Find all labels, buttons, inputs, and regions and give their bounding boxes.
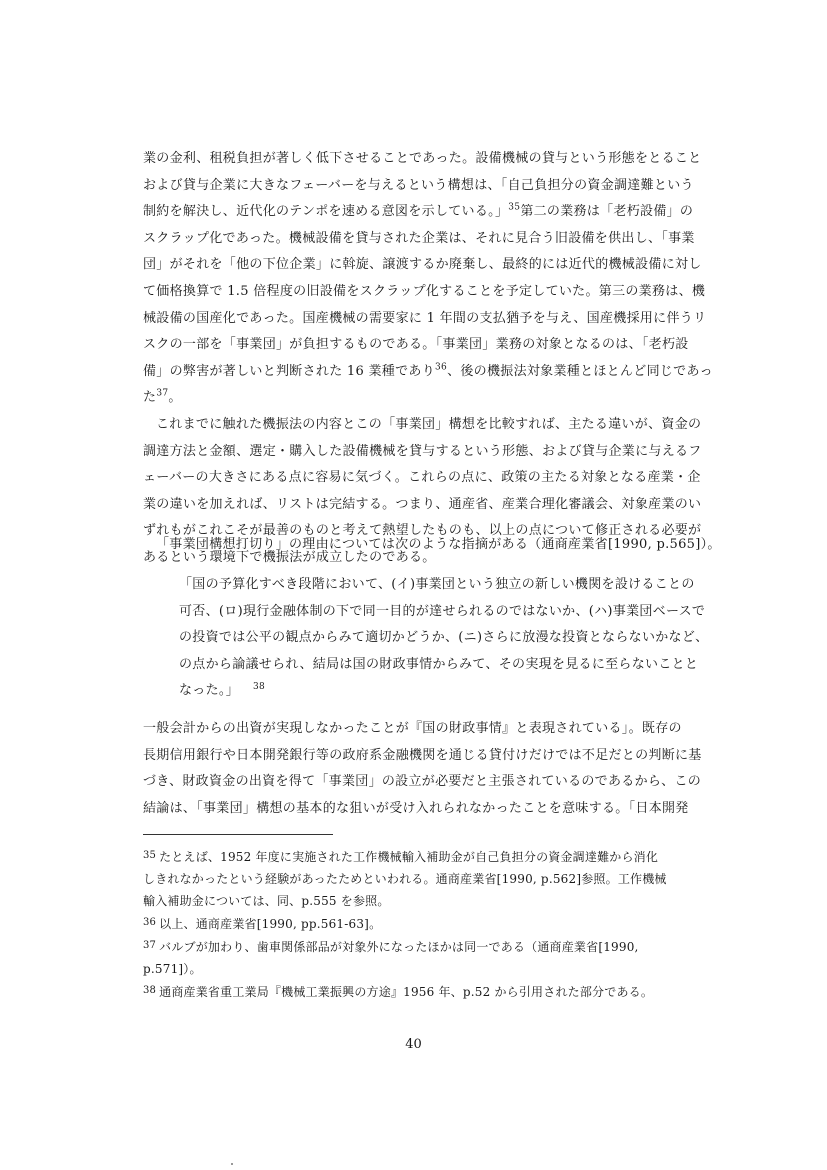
quote-line: の点から論議せられ、結局は国の財政事情からみて、その実現を見るに至らないことと	[179, 656, 699, 672]
footnote	[143, 935, 703, 980]
text-line: 械設備の国産化であった。国産機械の需要家に 1 年間の支払猶予を与え、国産機採用に伴うリ	[143, 310, 707, 326]
text-line	[143, 359, 713, 386]
footnote-line: しきれなかったという経験があったためといわれる。通商産業省[1990, p.562]参照。工作機械	[143, 872, 667, 886]
footnote-line: 輸入補助金については、同、p.555 を参照。	[143, 894, 390, 908]
footnote-ref: 36	[435, 362, 448, 373]
text-line: これまでに触れた機振法の内容とこの「事業団」構想を比較すれば、主たる違いが、資金の	[156, 417, 702, 432]
text-segment: バルブが加わり、歯車関係部品が対象外になったほかは同一である（通商産業省[1990,	[159, 940, 639, 954]
page-number: 40	[405, 1037, 422, 1052]
quote-line: 「国の予算化すべき段階において、(イ)事業団という独立の新しい機関を設けることの	[179, 577, 695, 592]
footnote	[143, 980, 703, 1003]
quote-line: 可否、(ロ)現行金融体制の下で同一目的が達せられるのではないか、(ハ)事業団ベースで	[179, 603, 706, 619]
text-line: 長期信用銀行や日本開発銀行等の政府系金融機関を通じる貸付けだけでは不足だとの判断に基	[143, 747, 702, 763]
text-line: 「事業団構想打切り」の理由については次のような指摘がある（通商産業省[1990, p.565]）。	[156, 537, 721, 552]
footnote-number: 37	[143, 940, 157, 951]
footnote-divider	[143, 834, 333, 835]
text-line	[143, 199, 703, 226]
footnote-line	[143, 912, 703, 935]
text-segment: なった。」	[179, 683, 240, 699]
text-line: 団」がそれを「他の下位企業」に斡旋、譲渡するか廃棄し、最終的には近代的機械設備に対し	[143, 257, 702, 273]
text-line: および貸与企業に大きなフェーバーを与えるという構想は、「自己負担分の資金調達難という	[143, 177, 694, 193]
body-paragraph-4	[143, 716, 703, 822]
text-segment: たとえば、1952 年度に実施された工作機械輸入補助金が自己負担分の資金調達難から消化	[159, 850, 659, 864]
text-line: 調達方法と金額、選定・購入した設備機械を貸与するという形態、および貸与企業に与えるフ	[143, 443, 702, 459]
footnote-ref: 37	[156, 389, 169, 400]
text-line: て価格換算で 1.5 倍程度の旧設備をスクラップ化することを予定していた。第三の業務は、機	[143, 283, 706, 299]
text-segment: 備」の弊害が著しいと判断された 16 業種であり	[143, 363, 436, 379]
text-line: あるという環境下で機振法が成立したのである。	[143, 549, 436, 565]
footnote-ref: 38	[253, 682, 266, 693]
body-paragraph-1	[143, 146, 713, 412]
text-line: づき、財政資金の出資を得て「事業団」の設立が必要だと主張されているのであるから、この	[143, 774, 702, 790]
quote-line	[179, 678, 704, 705]
block-quote	[179, 572, 709, 705]
footnote	[143, 845, 703, 912]
text-line: スクラップ化であった。機械設備を貸与された企業は、それに見合う旧設備を供出し、「事業	[143, 230, 695, 246]
scan-speck	[231, 1163, 233, 1165]
text-segment: 通商産業省重工業局『機械工業振興の方途』1956 年、p.52 から引用された部分である。	[159, 985, 654, 999]
body-paragraph-3	[143, 532, 721, 559]
footnote-number: 38	[143, 985, 157, 996]
text-segment: 以上、通商産業省[1990, pp.561-63]。	[159, 917, 382, 931]
text-line: 一般会計からの出資が実現しなかったことが『国の財政事情』と表現されている」。既存の	[143, 721, 682, 736]
footnote-number: 35	[143, 850, 157, 861]
text-line: 業の金利、租税負担が著しく低下させることであった。設備機械の貸与という形態をとること	[143, 151, 702, 166]
footnote-line	[143, 980, 703, 1003]
text-line: 業の違いを加えれば、リストは完結する。つまり、通産省、産業合理化審議会、対象産業のい	[143, 496, 702, 512]
footnote-ref: 35	[508, 202, 521, 213]
footnote-line: p.571]）。	[143, 962, 202, 976]
text-line: スクの一部を「事業団」が負担するものである。「事業団」業務の対象となるのは、「老朽設	[143, 337, 689, 353]
footnote-number: 36	[143, 917, 157, 928]
text-line: ェーバーの大きさにある点に容易に気づく。これらの点に、政策の主たる対象となる産業・企	[143, 470, 701, 486]
footnote-line	[143, 935, 703, 958]
text-line: 結論は、「事業団」構想の基本的な狙いが受け入れられなかったことを意味する。「日本開発	[143, 800, 689, 816]
text-segment: 制約を解決し、近代化のテンポを速める意図を示している。」	[143, 204, 509, 220]
text-line	[143, 385, 703, 412]
text-segment: た	[143, 390, 157, 406]
footnotes	[143, 845, 703, 1003]
footnote-line	[143, 845, 703, 868]
text-segment: 第二の業務は「老朽設備」の	[520, 204, 694, 220]
text-segment: 。	[168, 390, 182, 406]
text-segment: 、後の機振法対象業種とほとんど同じであっ	[447, 363, 713, 379]
quote-line: の投資では公平の観点からみて適切かどうか、(ニ)さらに放漫な投資とならないかなど、	[179, 630, 709, 646]
footnote	[143, 912, 703, 935]
text-line: ずれもがこれこそが最善のものと考えて熱望したものも、以上の点について修正される必要が	[143, 523, 702, 539]
